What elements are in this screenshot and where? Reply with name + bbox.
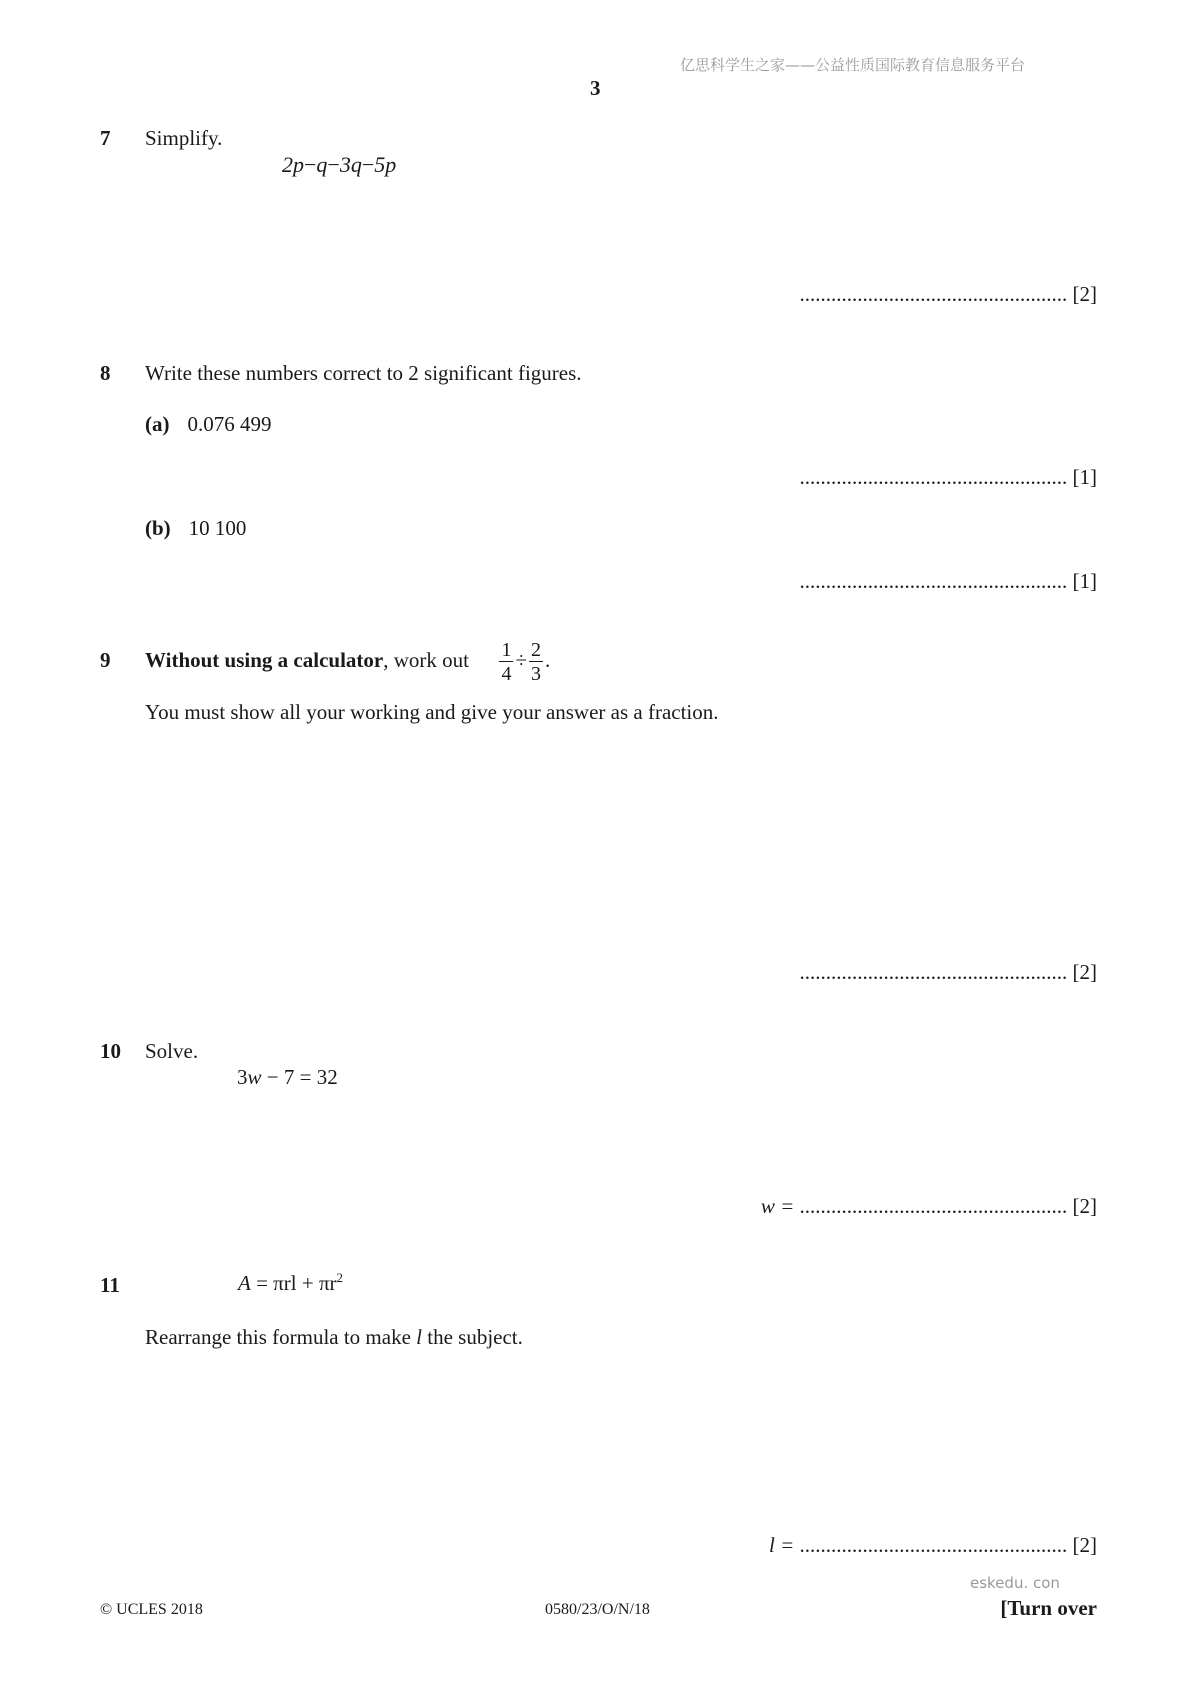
q9-marks: [2] [1072,960,1097,984]
q7-prompt: Simplify. [145,126,223,150]
q7-number: 7 [100,126,111,150]
q8b-marks: [1] [1072,569,1097,593]
q7-answer-line[interactable]: ................................................... [2] [799,282,1097,306]
q9-fraction-1: $\frac{1}{4}$ [501,639,512,686]
q8a-marks: [1] [1072,465,1097,489]
q7-term1: 2p [282,152,304,177]
q7-expression: 2p−q−3q−5p [282,152,397,177]
q9-number: 9 [100,648,111,672]
q10-marks: [2] [1072,1194,1097,1218]
q8-number: 8 [100,361,111,385]
q7-marks: [2] [1072,282,1097,306]
q8a-label: (a) [145,412,170,436]
watermark-top: 亿思科学生之家——公益性质国际教育信息服务平台 [680,56,1026,74]
turn-over: [Turn over [1000,1596,1097,1620]
q9-fraction-2: $\frac{2}{3}$ [531,639,541,686]
q10-number: 10 [100,1039,121,1063]
q10-prompt: Solve. [145,1039,199,1063]
page-number: 3 [590,76,601,100]
q8b-value: 10 100 [188,516,247,540]
q11-instruction: Rearrange this formula to make l the subject. [145,1325,523,1349]
q9-bold-prefix: Without using a calculator [145,648,384,672]
q8a [145,412,272,437]
q9-prompt: Without using a calculator, work out $\frac{1}{4}$ ÷ $\frac{2}{3}$ . [145,639,551,686]
watermark-bottom: eskedu. con [970,1574,1060,1592]
q8a-value: 0.076 499 [187,412,272,436]
q11-answer-line[interactable]: l = ................................................... [2] [768,1533,1097,1557]
q11-formula: $A = \pi rl + \pi r^2$ [238,1270,344,1295]
q8-prompt: Write these numbers correct to 2 significant figures. [145,361,582,385]
q8b-answer-line[interactable]: ................................................... [1] [799,569,1097,593]
q10-answer-line[interactable]: w = ................................................... [2] [760,1194,1097,1218]
q9-instruction: You must show all your working and give your answer as a fraction. [145,700,719,724]
footer-code: 0580/23/O/N/18 [545,1601,650,1618]
q11-marks: [2] [1072,1533,1097,1557]
q8a-answer-line[interactable]: ................................................... [1] [799,465,1097,489]
q8b-label: (b) [145,516,171,540]
q10-answer-label: w = [760,1194,795,1218]
q9-answer-line[interactable]: ................................................... [2] [799,960,1097,984]
q10-equation: 3w − 7 = 32 [237,1065,338,1089]
q11-number: 11 [100,1273,120,1297]
footer-copyright: © UCLES 2018 [100,1601,203,1618]
q8b [145,516,246,541]
q11-answer-label: l = [768,1533,795,1557]
